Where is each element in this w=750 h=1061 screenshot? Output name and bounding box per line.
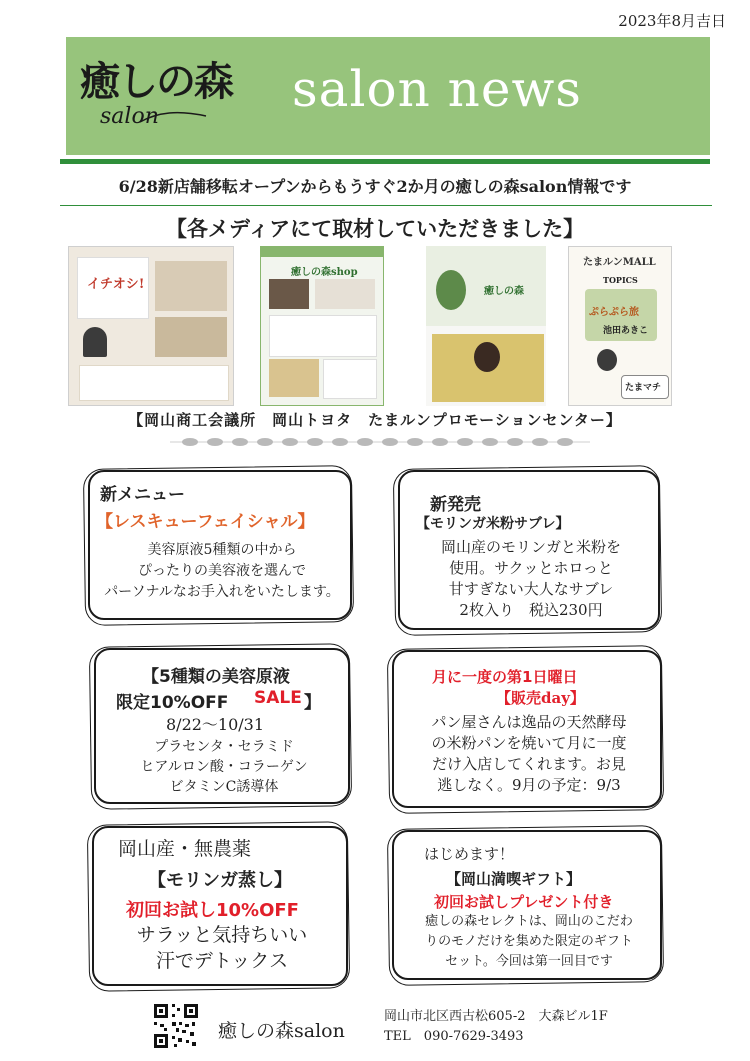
box-new-release-line: 甘すぎない大人なサブレ <box>448 580 614 598</box>
box-serum-sale-title: 【5種類の美容原液 <box>142 667 290 687</box>
box-serum-sale-title-end: 】 <box>304 693 321 713</box>
box-okayama-gift-text: 癒しの森セレクトは、岡山のこだわ <box>425 914 633 929</box>
box-new-release-line: 使用。サクッとホロっと <box>449 559 613 577</box>
box-bread-day-title: 月に一度の第1日曜日 <box>432 668 578 686</box>
photo-sweets <box>269 359 319 397</box>
footer-badge-label: たまマチ <box>625 383 662 393</box>
box-new-menu-line: ぴったりの美容液を選んで <box>138 563 306 579</box>
logo-text: 癒しの森 <box>80 58 232 105</box>
photo-person <box>269 279 309 309</box>
green-top-bar <box>261 247 383 257</box>
box-bread-day-line: だけ入店してくれます。お見 <box>432 755 626 773</box>
photo-person <box>597 349 617 371</box>
intro-rule <box>60 205 712 206</box>
box-serum-sale-line: ビタミンC誘導体 <box>169 779 279 795</box>
photo-shop <box>315 279 375 309</box>
sale-badge: SALE <box>254 688 302 708</box>
box-moringa-steam-line5: 汗でデトックス <box>155 950 289 972</box>
box-new-release-line: 2枚入り 税込230円 <box>459 601 603 619</box>
media-sources: 【岡山商工会議所 岡山トヨタ たまルンプロモーションセンター】 <box>128 411 622 429</box>
footer-address-line: 岡山市北区西古松605-2 大森ビル1F <box>384 1009 608 1024</box>
media-thumb-chamber <box>68 246 234 406</box>
logo-subtext: salon <box>100 104 159 129</box>
box-bread-day-subtitle: 【販売day】 <box>496 689 585 707</box>
article-text-block <box>79 365 229 401</box>
issue-date: 2023年8月吉日 <box>618 12 726 30</box>
box-serum-sale-title-2: 限定10%OFF <box>116 693 229 713</box>
article-text-block <box>269 315 377 357</box>
photo-room <box>155 261 227 311</box>
photo-products <box>155 317 227 357</box>
box-new-release-title: 新発売 <box>430 495 481 515</box>
box-new-release-subtitle: 【モリンガ米粉サブレ】 <box>416 516 570 532</box>
footer-address <box>384 1007 608 1047</box>
photo-plant <box>436 270 466 310</box>
box-serum-sale-line: ヒアルロン酸・コラーゲン <box>140 759 308 775</box>
qr-code-icon[interactable] <box>152 1002 200 1050</box>
box-new-menu-line: 美容原液5種類の中から <box>147 542 297 558</box>
article-label: 癒しの森shop <box>291 267 358 278</box>
author-name: 池田あきこ <box>603 326 649 336</box>
box-okayama-gift-line2: 【岡山満喫ギフト】 <box>446 870 582 888</box>
header-rule <box>60 159 710 164</box>
box-bread-day-line: の米粉パンを焼いて月に一度 <box>431 734 627 752</box>
media-thumb-tamarun-1 <box>426 246 546 406</box>
footer-salon-name: 癒しの森salon <box>218 1020 345 1042</box>
box-new-menu-title: 新メニュー <box>100 485 185 505</box>
box-bread-day-line: パン屋さんは逸品の天然酵母 <box>431 713 627 731</box>
box-moringa-steam-line2: 【モリンガ蒸し】 <box>148 870 292 891</box>
box-okayama-gift-text: セット。今回は第一回目です <box>445 954 613 969</box>
box-new-menu-subtitle: 【レスキューフェイシャル】 <box>96 512 315 532</box>
box-moringa-steam-line1: 岡山産・無農薬 <box>118 838 252 860</box>
intro-text: 6/28新店舗移転オープンからもうすぐ2か月の癒しの森salon情報です <box>118 177 632 196</box>
box-new-release-line: 岡山産のモリンガと米粉を <box>440 538 621 556</box>
newsletter-title: salon news <box>292 60 582 118</box>
logo-swash-icon <box>138 108 208 128</box>
badge-label: ぷらぷら旅 <box>589 307 639 318</box>
box-okayama-gift-line1: はじめます！ <box>424 845 515 863</box>
sale-period: 8/22～10/31 <box>166 715 265 734</box>
box-okayama-gift-line3: 初回お試しプレゼント付き <box>434 893 614 911</box>
media-heading: 【各メディアにて取材していただきました】 <box>165 216 585 241</box>
box-moringa-steam-line3: 初回お試し10%OFF <box>126 900 299 921</box>
box-serum-sale-line: プラセンタ・セラミド <box>154 739 294 755</box>
box-new-menu-line: パーソナルなお手入れをいたします。 <box>104 584 340 600</box>
box-okayama-gift-text: りのモノだけを集めた限定のギフト <box>425 934 633 949</box>
article-label: イチオシ! <box>87 277 145 292</box>
media-thumb-toyota <box>260 246 384 406</box>
article-text-block-2 <box>323 359 377 399</box>
photo-person <box>83 327 107 357</box>
article-label: 癒しの森 <box>484 286 524 297</box>
media-thumb-tamarun-2 <box>568 246 672 406</box>
box-moringa-steam-line4: サラッと気持ちいい <box>136 924 308 946</box>
footer-tel[interactable]: TEL 090-7629-3493 <box>384 1029 524 1044</box>
topics-label: TOPICS <box>603 275 638 285</box>
brand-label: たまルンMALL <box>583 257 656 268</box>
owner-head <box>474 342 500 372</box>
leaf-divider-icon <box>170 432 590 452</box>
box-bread-day-line: 逃しなく。9月の予定：9/3 <box>437 776 621 794</box>
